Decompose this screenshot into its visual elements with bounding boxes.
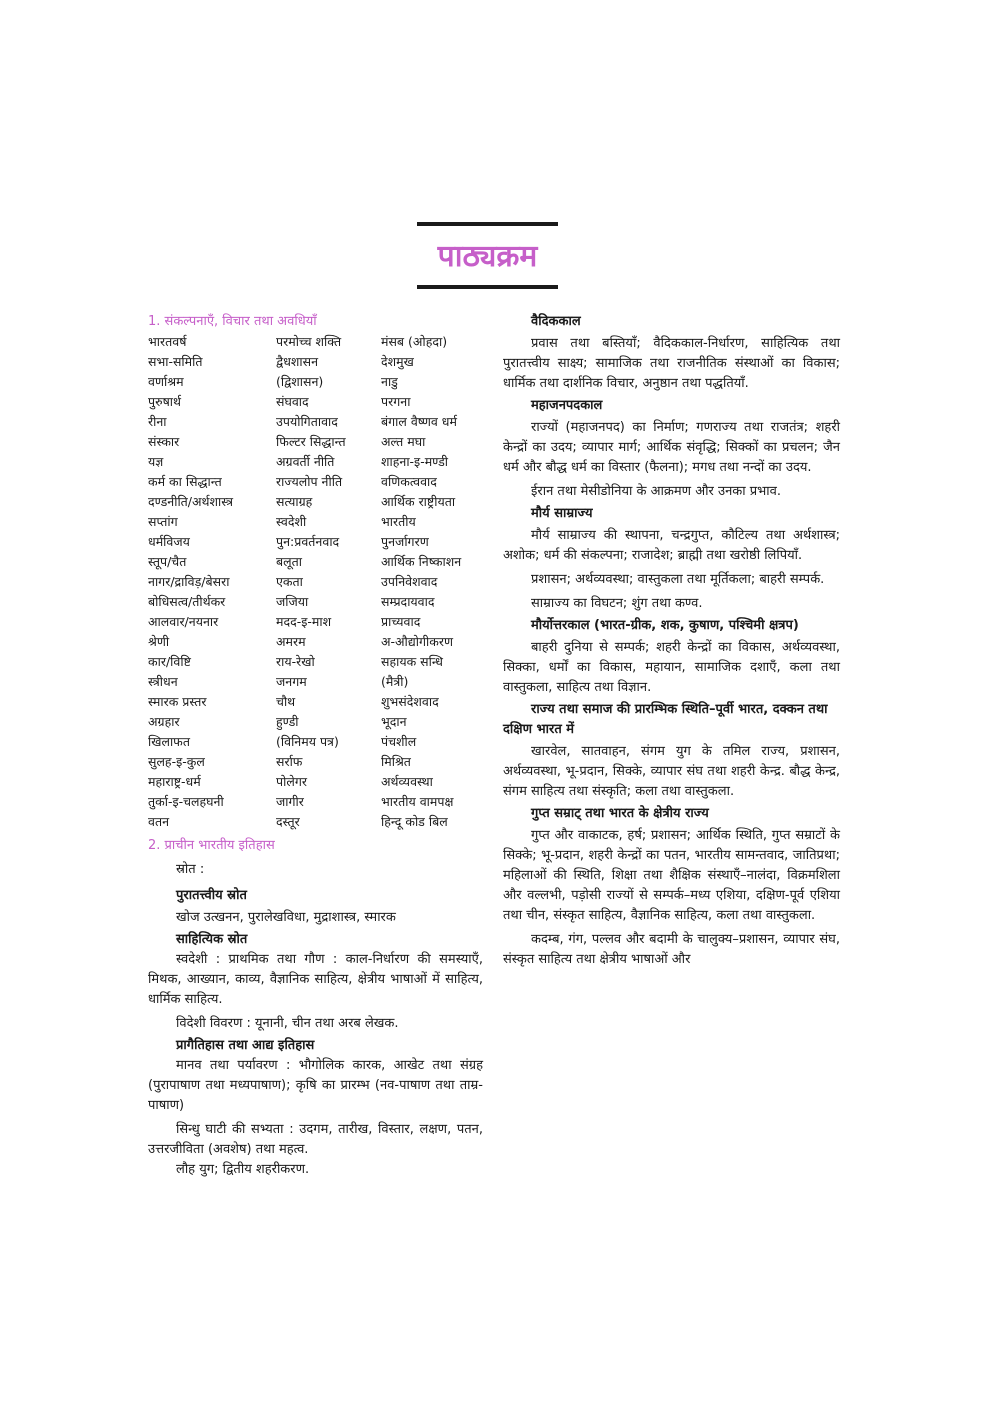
indus-valley-text: सिन्धु घाटी की सभ्यता : उदगम, तारीख, विस्तार, लक्षण, पतन, उत्तरजीविता (अवशेष) तथा महत्व. xyxy=(148,1122,483,1157)
concept-row xyxy=(148,732,483,752)
archaeological-sources-heading: पुरातत्त्वीय स्रोत xyxy=(176,888,247,903)
iron-age-text: लौह युग; द्वितीय शहरीकरण. xyxy=(176,1162,310,1177)
early-state-text: खारवेल, सातवाहन, संगम युग के तमिल राज्य, प्रशासन, अर्थव्यवस्था, भू-प्रदान, सिक्के, व्यापार संघ तथा शहरी केन्द्र. बौद्ध केन्द्र, संगम साहित्य तथा संस्कृति; कला तथा वास्तुकला. xyxy=(503,744,840,799)
concept-row xyxy=(148,552,483,572)
concept-row xyxy=(148,412,483,432)
concept-term: वर्णाश्रम xyxy=(148,374,184,389)
concept-row xyxy=(148,712,483,732)
concept-term: फिल्टर सिद्धान्त xyxy=(276,434,346,449)
post-maurya-heading: मौर्योत्तरकाल (भारत-ग्रीक, शक, कुषाण, पश्चिमी क्षत्रप) xyxy=(531,618,799,633)
foreign-accounts-text: विदेशी विवरण : यूनानी, चीन तथा अरब लेखक. xyxy=(176,1016,399,1031)
concept-term: स्त्रीधन xyxy=(148,674,178,689)
maurya-heading: मौर्य साम्राज्य xyxy=(531,506,593,521)
concept-term: कर्म का सिद्धान्त xyxy=(148,474,222,489)
concept-term: खिलाफत xyxy=(148,734,190,749)
maurya-admin-text: प्रशासन; अर्थव्यवस्था; वास्तुकला तथा मूर्तिकला; बाहरी सम्पर्क. xyxy=(531,572,825,587)
right-column xyxy=(503,312,840,970)
concept-term: बोधिसत्व/तीर्थकर xyxy=(148,594,226,609)
concept-term: सम्प्रदायवाद xyxy=(381,594,435,609)
concept-term: वणिकत्ववाद xyxy=(381,474,437,489)
concept-term: मिश्रित xyxy=(381,754,411,769)
early-state-heading: राज्य तथा समाज की प्रारम्भिक स्थिति–पूर्वी भारत, दक्कन तथा दक्षिण भारत में xyxy=(503,702,828,737)
concept-term: चौथ xyxy=(276,694,296,709)
concept-term: (द्विशासन) xyxy=(276,374,324,389)
indigenous-sources-text: स्वदेशी : प्राथमिक तथा गौण : काल-निर्धारण की समस्याएँ, मिथक, आख्यान, काव्य, वैज्ञानिक साहित्य, क्षेत्रीय भाषाओं में साहित्य, धार्मिक साहित्य. xyxy=(148,952,483,1007)
section-2-heading: 2. प्राचीन भारतीय इतिहास xyxy=(148,838,275,853)
kadamba-text: कदम्ब, गंग, पल्लव और बदामी के चालुक्य–प्रशासन, व्यापार संघ, संस्कृत साहित्य तथा क्षेत्रीय भाषाओं और xyxy=(503,932,840,967)
vedic-heading: वैदिककाल xyxy=(531,314,581,329)
concept-term: आर्थिक राष्ट्रीयता xyxy=(381,494,456,509)
concept-term: उपनिवेशवाद xyxy=(381,574,438,589)
concept-term: पंचशील xyxy=(381,734,417,749)
concept-term: शुभसंदेशवाद xyxy=(381,694,439,709)
concept-term: एकता xyxy=(276,574,303,589)
concept-row xyxy=(148,352,483,372)
concept-term: वतन xyxy=(148,814,170,829)
prehistory-heading: प्रागैतिहास तथा आद्य इतिहास xyxy=(176,1038,315,1053)
concept-row xyxy=(148,392,483,412)
concept-term: बलूता xyxy=(276,554,302,569)
concept-term: कार/विष्टि xyxy=(148,654,191,669)
concept-term: महाराष्ट्र-धर्म xyxy=(148,774,201,789)
concept-term: अमरम xyxy=(276,634,306,649)
concept-term: जागीर xyxy=(276,794,304,809)
concept-term: आर्थिक निष्काशन xyxy=(381,554,462,569)
concept-term: नाडु xyxy=(381,374,398,389)
concept-term: सभा-समिति xyxy=(148,354,203,369)
concept-term: सहायक सन्धि xyxy=(381,654,443,669)
concept-term: राय-रेखो xyxy=(276,654,315,669)
concept-term: (मैत्री) xyxy=(381,674,409,689)
concept-term: तुर्का-इ-चलहघनी xyxy=(148,794,224,809)
concept-row xyxy=(148,452,483,472)
concept-row xyxy=(148,772,483,792)
concept-row xyxy=(148,512,483,532)
section-1-heading: 1. संकल्पनाएँ, विचार तथा अवधियाँ xyxy=(148,314,317,329)
concept-term: धर्मविजय xyxy=(148,534,190,549)
concept-term: परगना xyxy=(381,394,411,409)
title-rule-top xyxy=(417,222,558,226)
concept-term: संघवाद xyxy=(276,394,309,409)
concept-term: पुन:प्रवर्तनवाद xyxy=(276,534,340,549)
concept-term: भारतीय xyxy=(381,514,416,529)
concept-term: आलवार/नयनार xyxy=(148,614,219,629)
concept-term: अग्रवर्ती नीति xyxy=(276,454,335,469)
post-maurya-text: बाहरी दुनिया से सम्पर्क; शहरी केन्द्रों का विकास, अर्थव्यवस्था, सिक्का, धर्मों का विकास, महायान, सामाजिक दशाएँ, कला तथा वास्तुकला, साहित्य तथा विज्ञान. xyxy=(503,640,840,695)
literary-sources-heading: साहित्यिक स्रोत xyxy=(176,932,248,947)
concept-row xyxy=(148,372,483,392)
page-title: पाठ्यक्रम xyxy=(437,239,538,274)
archaeological-sources-text: खोज उत्खनन, पुरालेखविधा, मुद्राशास्त्र, स्मारक xyxy=(176,910,396,925)
invasion-text: ईरान तथा मेसीडोनिया के आक्रमण और उनका प्रभाव. xyxy=(531,484,782,499)
title-rule-bottom xyxy=(417,285,558,289)
concept-term: स्वदेशी xyxy=(276,514,307,529)
concept-row xyxy=(148,812,483,832)
concept-row xyxy=(148,532,483,552)
concept-term: पुनर्जागरण xyxy=(381,534,429,549)
concept-term: दण्डनीति/अर्थशास्त्र xyxy=(148,494,234,509)
concept-term: जजिया xyxy=(276,594,309,609)
sources-label: स्रोत : xyxy=(176,862,205,877)
concept-term: जनगम xyxy=(276,674,307,689)
concept-term: संस्कार xyxy=(148,434,180,449)
concept-row xyxy=(148,492,483,512)
concept-term: श्रेणी xyxy=(148,634,170,649)
concept-row xyxy=(148,752,483,772)
concept-term: प्राच्यवाद xyxy=(381,614,421,629)
concept-row xyxy=(148,332,483,352)
concept-term: मदद-इ-माश xyxy=(276,614,332,629)
concept-term: अग्रहार xyxy=(148,714,180,729)
concept-term: पुरुषार्थ xyxy=(148,394,182,409)
concept-term: अल्त मघा xyxy=(381,434,426,449)
concept-row xyxy=(148,792,483,812)
gupta-heading: गुप्त सम्राट् तथा भारत के क्षेत्रीय राज्य xyxy=(531,806,709,821)
mahajanapada-heading: महाजनपदकाल xyxy=(531,398,603,413)
concept-row xyxy=(148,572,483,592)
concept-term: राज्यलोप नीति xyxy=(276,474,343,489)
concept-term: भारतीय वामपक्ष xyxy=(381,794,454,809)
concepts-table xyxy=(148,332,483,832)
concept-row xyxy=(148,472,483,492)
concept-term: सप्तांग xyxy=(148,514,178,529)
concept-term: देशमुख xyxy=(381,354,414,369)
concept-row xyxy=(148,632,483,652)
concept-term: परमोच्च शक्ति xyxy=(276,334,342,349)
concept-term: यज्ञ xyxy=(148,454,164,469)
gupta-text: गुप्त और वाकाटक, हर्ष; प्रशासन; आर्थिक स्थिति, गुप्त सम्राटों के सिक्के; भू-प्रदान, शहरी केन्द्रों का पतन, भारतीय सामन्तवाद, जातिप्रथा; महिलाओं की स्थिति, शिक्षा तथा शैक्षिक संस्थाएँ–नालंदा, विक्रमशिला और वल्लभी, पड़ोसी राज्यों से सम्पर्क–मध्य एशिया, दक्षिण-पूर्व एशिया तथा चीन, संस्कृत साहित्य, वैज्ञानिक साहित्य, कला तथा वास्तुकला. xyxy=(503,828,840,923)
concept-term: शाहना-इ-मण्डी xyxy=(381,454,449,469)
concept-term: अर्थव्यवस्था xyxy=(381,774,433,789)
concept-row xyxy=(148,432,483,452)
concept-term: हिन्दू कोड बिल xyxy=(381,814,448,829)
vedic-text: प्रवास तथा बस्तियाँ; वैदिककाल-निर्धारण, साहित्यिक तथा पुरातत्त्वीय साक्ष्य; सामाजिक तथा राजनीतिक संस्थाओं का विकास; धार्मिक तथा दार्शनिक विचार, अनुष्ठान तथा पद्धतियाँ. xyxy=(503,336,840,391)
concept-term: भारतवर्ष xyxy=(148,334,187,349)
maurya-text: मौर्य साम्राज्य की स्थापना, चन्द्रगुप्त, कौटिल्य तथा अर्थशास्त्र; अशोक; धर्म की संकल्पना; राजादेश; ब्राह्मी तथा खरोष्ठी लिपियाँ. xyxy=(503,528,840,563)
concept-term: सर्राफ xyxy=(276,754,303,769)
concept-term: मंसब (ओहदा) xyxy=(381,334,448,349)
concept-term: पोलेगर xyxy=(276,774,307,789)
left-column xyxy=(148,312,483,1180)
concept-term: नागर/द्राविड़/बेसरा xyxy=(148,574,230,589)
concept-term: स्मारक प्रस्तर xyxy=(148,694,207,709)
prehistory-text: मानव तथा पर्यावरण : भौगोलिक कारक, आखेट तथा संग्रह (पुरापाषाण तथा मध्यपाषाण); कृषि का प्रारम्भ (नव-पाषाण तथा ताम्र-पाषाण) xyxy=(148,1058,483,1113)
concept-term: अ-औद्योगीकरण xyxy=(381,634,453,649)
concept-term: सुलह-इ-कुल xyxy=(148,754,205,769)
concept-term: भूदान xyxy=(381,714,407,729)
mahajanapada-text: राज्यों (महाजनपद) का निर्माण; गणराज्य तथा राजतंत्र; शहरी केन्द्रों का उदय; व्यापार मार्ग; आर्थिक संवृद्धि; सिक्कों का प्रचलन; जैन धर्म और बौद्ध धर्म का विस्तार (फैलना); मगध तथा नन्दों का उदय. xyxy=(503,420,840,475)
maurya-decline-text: साम्राज्य का विघटन; शुंग तथा कण्व. xyxy=(531,596,703,611)
concept-term: (विनिमय पत्र) xyxy=(276,734,339,749)
concept-term: स्तूप/चैत xyxy=(148,554,187,569)
concept-term: हुण्डी xyxy=(276,714,299,729)
concept-term: दस्तूर xyxy=(276,814,300,829)
concept-term: द्वैधशासन xyxy=(276,354,319,369)
concept-term: बंगाल वैष्णव धर्म xyxy=(381,414,457,429)
concept-row xyxy=(148,672,483,692)
concept-row xyxy=(148,692,483,712)
concept-row xyxy=(148,612,483,632)
concept-row xyxy=(148,592,483,612)
concept-term: रीना xyxy=(148,414,167,429)
concept-row xyxy=(148,652,483,672)
concept-term: उपयोगितावाद xyxy=(276,414,338,429)
concept-term: सत्याग्रह xyxy=(276,494,313,509)
